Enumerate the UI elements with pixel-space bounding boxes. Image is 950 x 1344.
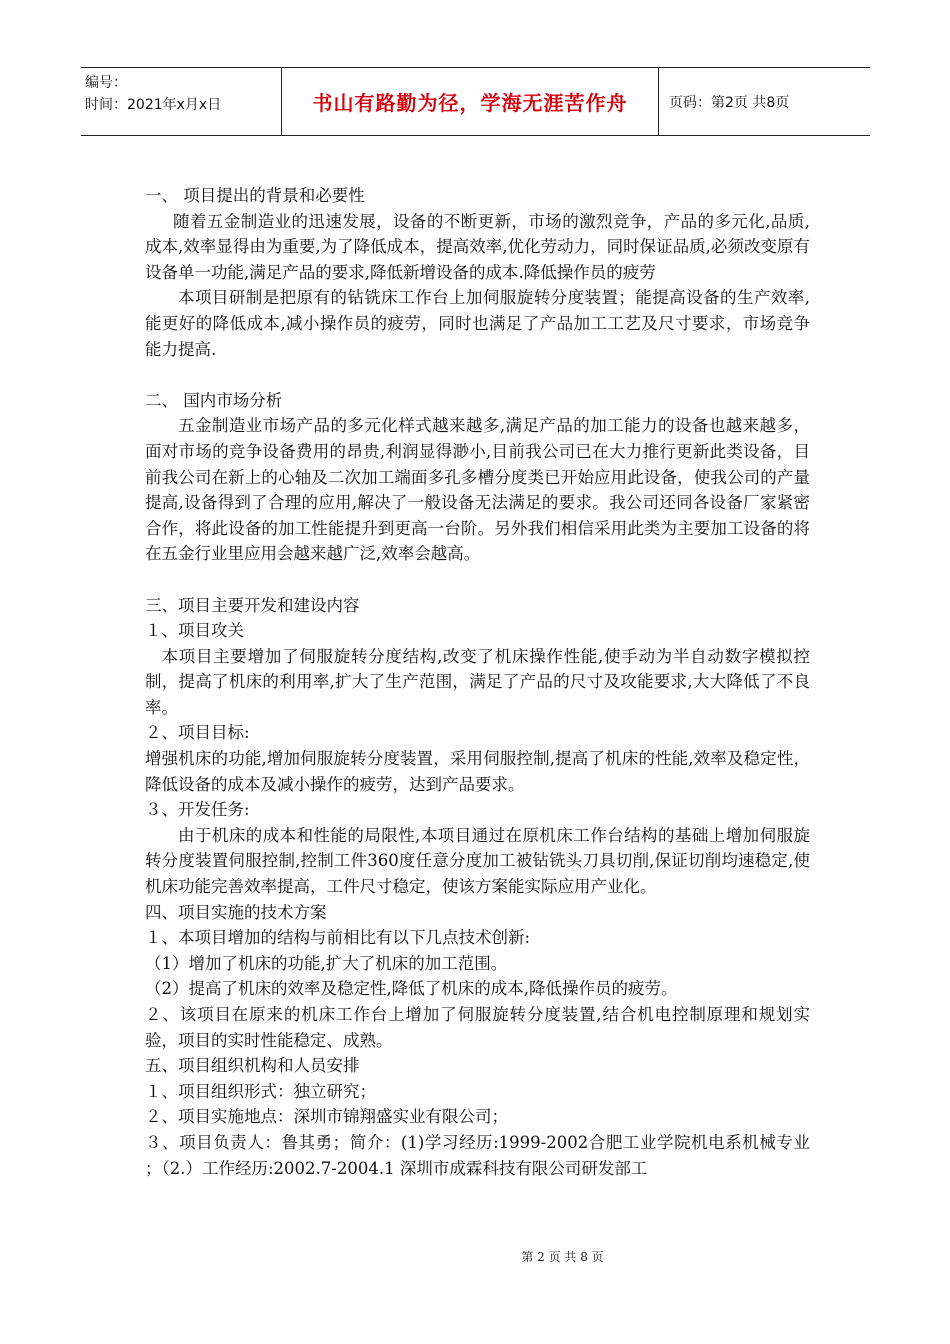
section-5-title: 五、项目组织机构和人员安排 [145, 1056, 360, 1076]
section-5-item-3: ３、项目负责人：鲁其勇；简介：(1)学习经历:1999-2002合肥工业学院机电系机械专业 ；（2.）工作经历:2002.7-2004.1 深圳市成霖科技有限公司研发部工 [145, 1132, 810, 1178]
header-page-info: 页码：第2页 共8页 [669, 94, 790, 111]
section-1-paragraph-1: 随着五金制造业的迅速发展，设备的不断更新，市场的激烈竞争，产品的多元化,品质,成本,效率显得由为重要,为了降低成本，提高效率,优化劳动力，同时保证品质,必须改变原有设备单一功能,满足产品的要求,降低新增设备的成本.降低操作员的疲劳 [145, 211, 810, 282]
header-meta [81, 68, 282, 135]
section-3-1-paragraph: 本项目主要增加了伺服旋转分度结构,改变了机床操作性能,使手动为半自动数字模拟控制，提高了机床的利用率,扩大了生产范围，满足了产品的尺寸及攻能要求,大大降低了不良率。 [145, 646, 810, 717]
header-motto: 书山有路勤为径，学海无涯苦作舟 [282, 68, 659, 135]
header-table [81, 67, 870, 136]
section-4-item-1: １、本项目增加的结构与前相比有以下几点技术创新: [145, 928, 531, 948]
section-3-2-title: ２、项目目标: [145, 723, 250, 743]
section-1-title: 一、 项目提出的背景和必要性 [145, 186, 365, 205]
spacer [145, 362, 810, 388]
page-footer [0, 1248, 950, 1265]
document-body [145, 183, 810, 1181]
section-3-3-paragraph: 由于机床的成本和性能的局限性,本项目通过在原机床工作台结构的基础上增加伺服旋转分度装置伺服控制,控制工件360度任意分度加工被钻铣头刀具切削,保证切削均速稳定,使机床功能完善效率提高，工件尺寸稳定，使该方案能实际应用产业化。 [145, 825, 810, 897]
number-label: 编号： [85, 75, 127, 91]
time-label: 时间：2021年x月x日 [85, 97, 222, 113]
section-3-2-paragraph: 增强机床的功能,增加伺服旋转分度装置，采用伺服控制,提高了机床的性能,效率及稳定性，降低设备的成本及减小操作的疲劳，达到产品要求。 [145, 749, 810, 794]
section-5-item-1: １、项目组织形式：独立研究； [145, 1081, 376, 1101]
section-3-title: 三、项目主要开发和建设内容 [145, 595, 360, 615]
spacer [145, 567, 810, 593]
section-4-item-1a: （1）增加了机床的功能,扩大了机床的加工范围。 [145, 953, 508, 973]
footer-page-number: 第 2 页 共 8 页 [521, 1250, 604, 1264]
section-2-paragraph: 五金制造业市场产品的多元化样式越来越多,满足产品的加工能力的设备也越来越多，面对市场的竞争设备费用的昂贵,利润显得渺小,目前我公司已在大力推行更新此类设备，目前我公司在新上的心轴及二次加工端面多孔多槽分度类已开始应用此设备，使我公司的产量提高,设备得到了合理的应用,解决了一般设备无法满足的要求。我公司还同各设备厂家紧密合作，将此设备的加工性能提升到更高一台阶。另外我们相信采用此类为主要加工设备的将在五金行业里应用会越来越广泛,效率会越高。 [145, 416, 810, 564]
section-2-title: 二、 国内市场分析 [145, 390, 283, 410]
section-4-item-1b: （2）提高了机床的效率及稳定性,降低了机床的成本,降低操作员的疲劳。 [145, 979, 678, 999]
section-5-item-2: ２、项目实施地点：深圳市锦翔盛实业有限公司； [145, 1107, 508, 1127]
section-4-item-2: ２、该项目在原来的机床工作台上增加了伺服旋转分度装置,结合机电控制原理和规划实验，项目的实时性能稳定、成熟。 [145, 1005, 810, 1050]
section-3-3-title: ３、开发任务: [145, 800, 250, 820]
section-4-title: 四、项目实施的技术方案 [145, 902, 327, 922]
section-1-paragraph-2: 本项目研制是把原有的钻铣床工作台上加伺服旋转分度装置；能提高设备的生产效率,能更好的降低成本,减小操作员的疲劳，同时也满足了产品加工工艺及尺寸要求，市场竞争能力提高. [145, 288, 810, 359]
section-3-1-title: １、项目攻关 [145, 621, 244, 641]
